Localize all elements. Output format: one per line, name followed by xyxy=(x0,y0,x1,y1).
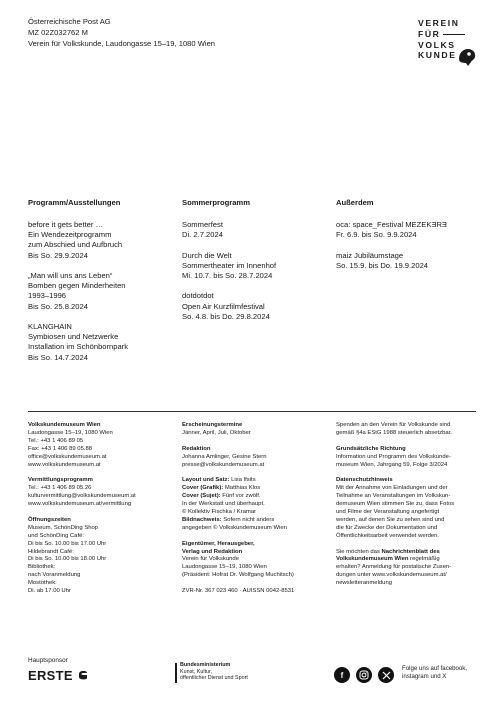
footer-line: Bibliothek: xyxy=(28,564,56,571)
program-line: Bis So. 25.8.2024 xyxy=(28,301,88,311)
footer-line xyxy=(28,469,136,477)
footer-line: Volkskundemuseum Wien xyxy=(28,422,101,428)
footer-line: Tel.: +43 1 406 89 05.26 xyxy=(28,485,92,492)
program-line: Sommertheater im Innenhof xyxy=(182,260,277,270)
footer-line: angegeben © Volkskundemuseum Wien xyxy=(182,524,287,531)
footer-line: Fax: +43 1 406 89 05.88 xyxy=(28,445,93,452)
footer-line: Grundsätzliche Richtung xyxy=(336,445,406,452)
footer-line xyxy=(336,438,454,446)
program-line xyxy=(336,240,447,250)
footer-line: (Präsident: Hofrat Dr. Wolfgang Muchitsch) xyxy=(182,572,294,579)
program-line: „Man will uns ans Leben“ xyxy=(28,271,113,281)
program-line: Symbiosen und Netzwerke xyxy=(28,332,119,342)
footer-line: Mostothek: xyxy=(28,580,57,587)
footer-contact xyxy=(28,422,136,596)
footer-line: © Kollektiv Fischka / Kramar xyxy=(182,508,257,515)
footer-line: Erscheinungstermine xyxy=(182,422,243,428)
program-line: oca: space_Festival MEZEKƎRƎ xyxy=(336,220,447,229)
footer-line: ZVR-Nr. 367 023 460 · AUISSN 0042-8531 xyxy=(182,588,295,595)
follow-text xyxy=(402,665,467,681)
footer-line: Sie möchten das Nachrichtenblatt des xyxy=(336,548,440,555)
footer-line: www.volkskundemuseum.at/vermittlung xyxy=(28,501,132,508)
footer-line: demuseum Wien stimmen Sie zu, dass Fotos xyxy=(336,501,455,508)
footer-line xyxy=(182,438,294,446)
program-line: Open Air Kurzfilmfestival xyxy=(182,301,265,311)
footer-line xyxy=(182,580,294,588)
ministry-line-1: Bundesministerium xyxy=(180,662,231,668)
footer-imprint xyxy=(182,422,294,596)
program-line: Bomben gegen Minderheiten xyxy=(28,281,126,291)
footer-line: und Filme der Veranstaltung angefertigt xyxy=(336,508,440,515)
programm-list xyxy=(28,220,128,363)
footer-line: gemäß §4a EStG 1988 steuerlich absetzbar. xyxy=(336,429,452,436)
footer-line: Teilnahme an Veranstaltungen im Volkskun- xyxy=(336,493,451,500)
program-line: So. 15.9. bis Do. 19.9.2024 xyxy=(336,260,429,270)
footer-line: Verlag und Redaktion xyxy=(182,548,243,555)
x-icon[interactable] xyxy=(378,667,394,683)
hauptsponsor-label: Hauptsponsor xyxy=(28,657,68,664)
footer-line: werden, auf denen Sie zu sehen sind und xyxy=(336,516,445,523)
footer-line: presse@volkskundemuseum.at xyxy=(182,461,265,468)
footer-line: Redaktion xyxy=(182,445,211,452)
footer-line: Di. ab 17.00 Uhr xyxy=(28,588,71,595)
footer-line: museum Wien, Jahrgang 59, Folge 3/2024 xyxy=(336,461,448,468)
logo-row-2-text: FÜR xyxy=(418,28,441,39)
program-line: 1993–1996 xyxy=(28,291,67,301)
footer-line: Johanna Amlinger, Gesine Stern xyxy=(182,453,267,460)
program-line xyxy=(182,281,276,291)
instagram-icon[interactable] xyxy=(356,667,372,683)
footer-line: Öffnungszeiten xyxy=(28,516,71,523)
footer-line: www.volkskundemuseum.at xyxy=(28,461,101,468)
footer-line: Layout und Satz: Lisa Ifsits xyxy=(182,477,256,484)
footer-line xyxy=(182,533,294,541)
postal-line: Österreichische Post AG xyxy=(28,17,111,26)
program-line: Di. 2.7.2024 xyxy=(182,230,223,240)
footer-line: office@volkskundemuseum.at xyxy=(28,453,107,460)
footer-line: und SchönDing Café: xyxy=(28,532,84,539)
footer-line xyxy=(182,469,294,477)
footer-line: die für Zwecke der Dokumentation und xyxy=(336,524,438,531)
footer-line: Jänner, April, Juli, Oktober xyxy=(182,429,251,436)
footer-line: erhalten? Anmeldung für postalische Zusen- xyxy=(336,564,452,571)
erste-symbol-icon xyxy=(77,668,89,681)
logo-row-1: VEREIN xyxy=(418,18,460,28)
follow-line-2: instagram und X xyxy=(402,673,447,681)
ministry-line-3: öffentlicher Dienst und Sport xyxy=(180,675,248,682)
footer-line: dungen unter www.volkskundemuseum.at/ xyxy=(336,572,447,579)
program-line: KLANGHAIN xyxy=(28,322,72,332)
erste-text: ERSTE xyxy=(28,668,73,683)
program-line: Bis So. 14.7.2024 xyxy=(28,352,88,362)
postal-permit: MZ 02Z032762 M xyxy=(28,28,88,37)
footer-line: kulturvermittlung@volkskundemuseum.at xyxy=(28,493,136,500)
ausserdem-list xyxy=(336,220,447,271)
footer-line: Datenschutzhinweis xyxy=(336,477,393,484)
footer-line: Öffentlichkeitsarbeit verwendet werden. xyxy=(336,532,440,539)
program-line: Bis So. 29.9.2024 xyxy=(28,250,88,260)
footer-line: Laudongasse 15–19, 1080 Wien xyxy=(28,429,113,436)
follow-line-1: Folge uns auf facebook, xyxy=(402,665,468,672)
ministry-bar xyxy=(175,663,177,683)
logo-row-4: KUNDE xyxy=(418,50,457,61)
program-line: before it gets better … xyxy=(28,220,104,229)
heading-sommer: Sommerprogramm xyxy=(182,198,250,207)
footer-line: Eigentümer, Herausgeber, xyxy=(182,540,255,547)
logo-row-2 xyxy=(418,29,478,40)
footer-line: Cover (Sujet): Fünf vor zwölf. xyxy=(182,493,261,500)
program-line xyxy=(182,240,276,250)
footer-line xyxy=(336,469,454,477)
footer-line: Bildnachweis: Sofern nicht anders xyxy=(182,516,275,523)
footer-line: Di bis So. 10.00 bis 17.00 Uhr xyxy=(28,540,107,547)
sommer-list xyxy=(182,220,276,322)
program-line: Fr. 6.9. bis So. 9.9.2024 xyxy=(336,230,417,240)
program-line xyxy=(28,312,128,322)
logo-row-3: VOLKS xyxy=(418,39,456,50)
facebook-icon[interactable]: f xyxy=(334,667,350,683)
footer-line: Information und Programm des Volkskunde- xyxy=(336,453,451,460)
footer-line: nach Voranmeldung xyxy=(28,572,81,579)
footer-line: Tel.: +43 1 406 89 05 xyxy=(28,437,84,444)
program-line: Mi. 10.7. bis So. 28.7.2024 xyxy=(182,271,273,281)
footer-line: Laudongasse 15–19, 1080 Wien xyxy=(182,564,267,571)
footer-line xyxy=(336,541,454,549)
hand-icon xyxy=(456,45,478,67)
footer-line: newsletteranmeldung xyxy=(336,580,392,587)
program-line: Sommerfest xyxy=(182,220,223,229)
program-line: zum Abschied und Aufbruch xyxy=(28,240,123,250)
footer-notes xyxy=(336,422,454,588)
heading-programm: Programm/Ausstellungen xyxy=(28,198,121,207)
program-line: Durch die Welt xyxy=(182,250,232,260)
program-line: maiz Jubiläumstage xyxy=(336,250,404,260)
footer-line: Hildebrandt Café: xyxy=(28,548,74,555)
program-line: dotdotdot xyxy=(182,291,214,301)
erste-logo xyxy=(28,668,89,683)
footer-line: Spenden an den Verein für Volkskunde sind xyxy=(336,422,451,428)
footer-line: Verein für Volkskunde xyxy=(182,556,239,563)
program-line: Installation im Schönbornpark xyxy=(28,342,129,352)
footer-line: Volkskundemuseum Wien regelmäßig xyxy=(336,556,440,563)
sender-address: Verein für Volkskunde, Laudongasse 15–19, 1080 Wien xyxy=(28,39,216,48)
footer-line: Museum, SchönDing Shop xyxy=(28,524,99,531)
heading-ausserdem: Außerdem xyxy=(336,198,374,207)
footer-line: Vermittlungsprogramm xyxy=(28,477,93,484)
footer-line: Mit der Annahme von Einladungen und der xyxy=(336,485,448,492)
divider xyxy=(28,411,476,412)
footer-line: In der Werkstatt und überhaupt. xyxy=(182,501,265,508)
verein-logo xyxy=(418,18,478,61)
footer-line: Cover (Grafik): Matthias Klos xyxy=(182,485,261,492)
footer-line: Di bis So. 10.00 bis 18.00 Uhr xyxy=(28,556,107,563)
program-line xyxy=(28,261,128,271)
program-line: Ein Wendezeitprogramm xyxy=(28,230,112,240)
ministry-line-2: Kunst, Kultur, xyxy=(180,668,213,675)
program-line: So. 4.8. bis Do. 29.8.2024 xyxy=(182,311,270,321)
footer-line xyxy=(28,509,136,517)
